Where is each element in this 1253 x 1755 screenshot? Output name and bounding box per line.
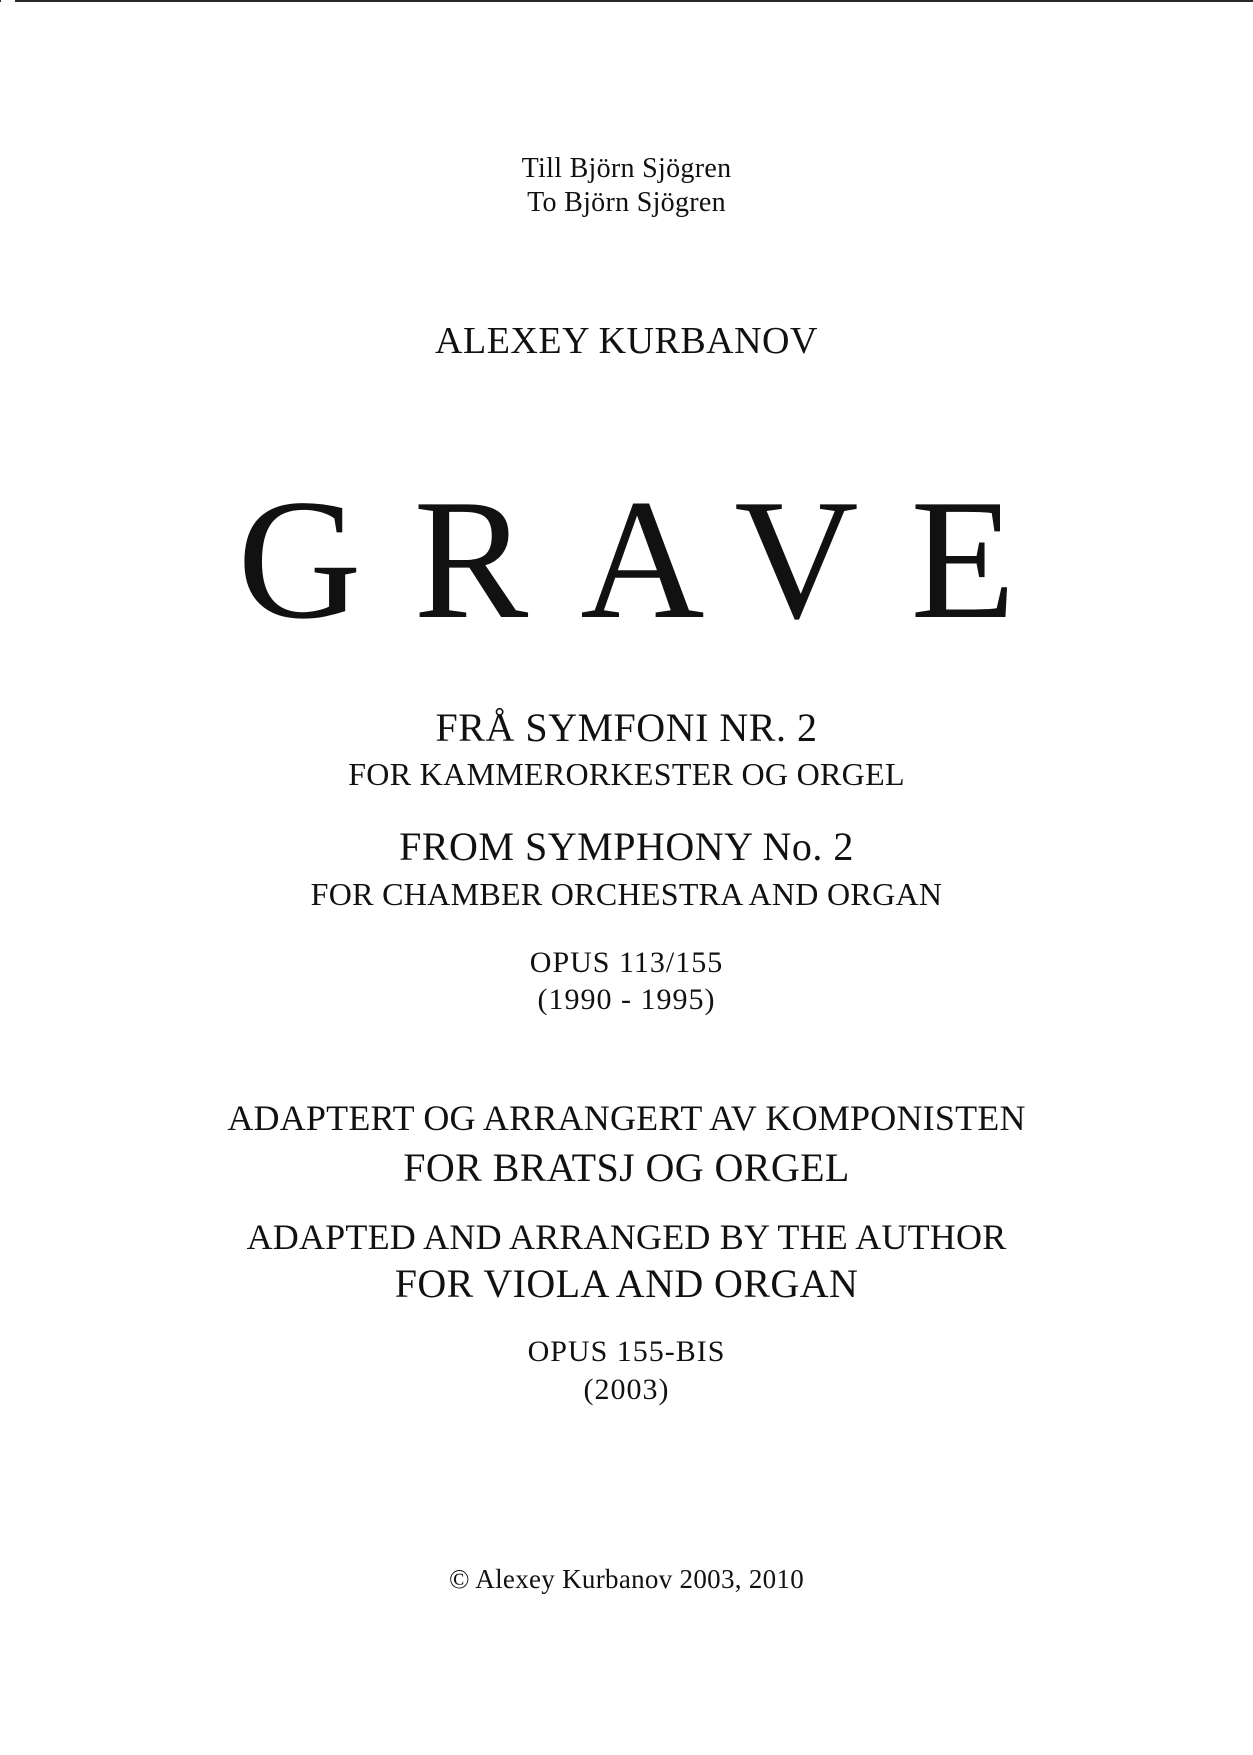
original-opus-years: (1990 - 1995) — [537, 983, 716, 1016]
dedication-line-swedish: Till Björn Sjögren — [521, 153, 732, 184]
scan-edge-line — [0, 0, 1253, 2]
original-opus-number: OPUS 113/155 — [529, 946, 724, 979]
arrangement-opus-year: (2003) — [583, 1373, 670, 1406]
copyright-notice: © Alexey Kurbanov 2003, 2010 — [448, 1564, 805, 1594]
source-heading-english: FROM SYMPHONY No. 2 — [399, 824, 854, 869]
arrangement-line-norwegian: ADAPTERT OG ARRANGERT AV KOMPONISTEN — [227, 1098, 1026, 1138]
dedication-line-english: To Björn Sjögren — [527, 187, 726, 218]
arrangement-line-english: ADAPTED AND ARRANGED BY THE AUTHOR — [246, 1217, 1007, 1257]
arrangement-opus-number: OPUS 155-BIS — [527, 1335, 726, 1368]
source-heading-norwegian: FRÅ SYMFONI NR. 2 — [435, 705, 818, 750]
source-subheading-english: FOR CHAMBER ORCHESTRA AND ORGAN — [310, 876, 943, 912]
arrangement-instruments-english: FOR VIOLA AND ORGAN — [394, 1261, 859, 1306]
scan-edge-gap — [1, 0, 15, 2]
source-subheading-norwegian: FOR KAMMERORKESTER OG ORGEL — [348, 756, 905, 792]
composer-name: ALEXEY KURBANOV — [435, 320, 818, 362]
work-title: GRAVE — [237, 465, 1068, 655]
arrangement-instruments-norwegian: FOR BRATSJ OG ORGEL — [403, 1145, 850, 1190]
